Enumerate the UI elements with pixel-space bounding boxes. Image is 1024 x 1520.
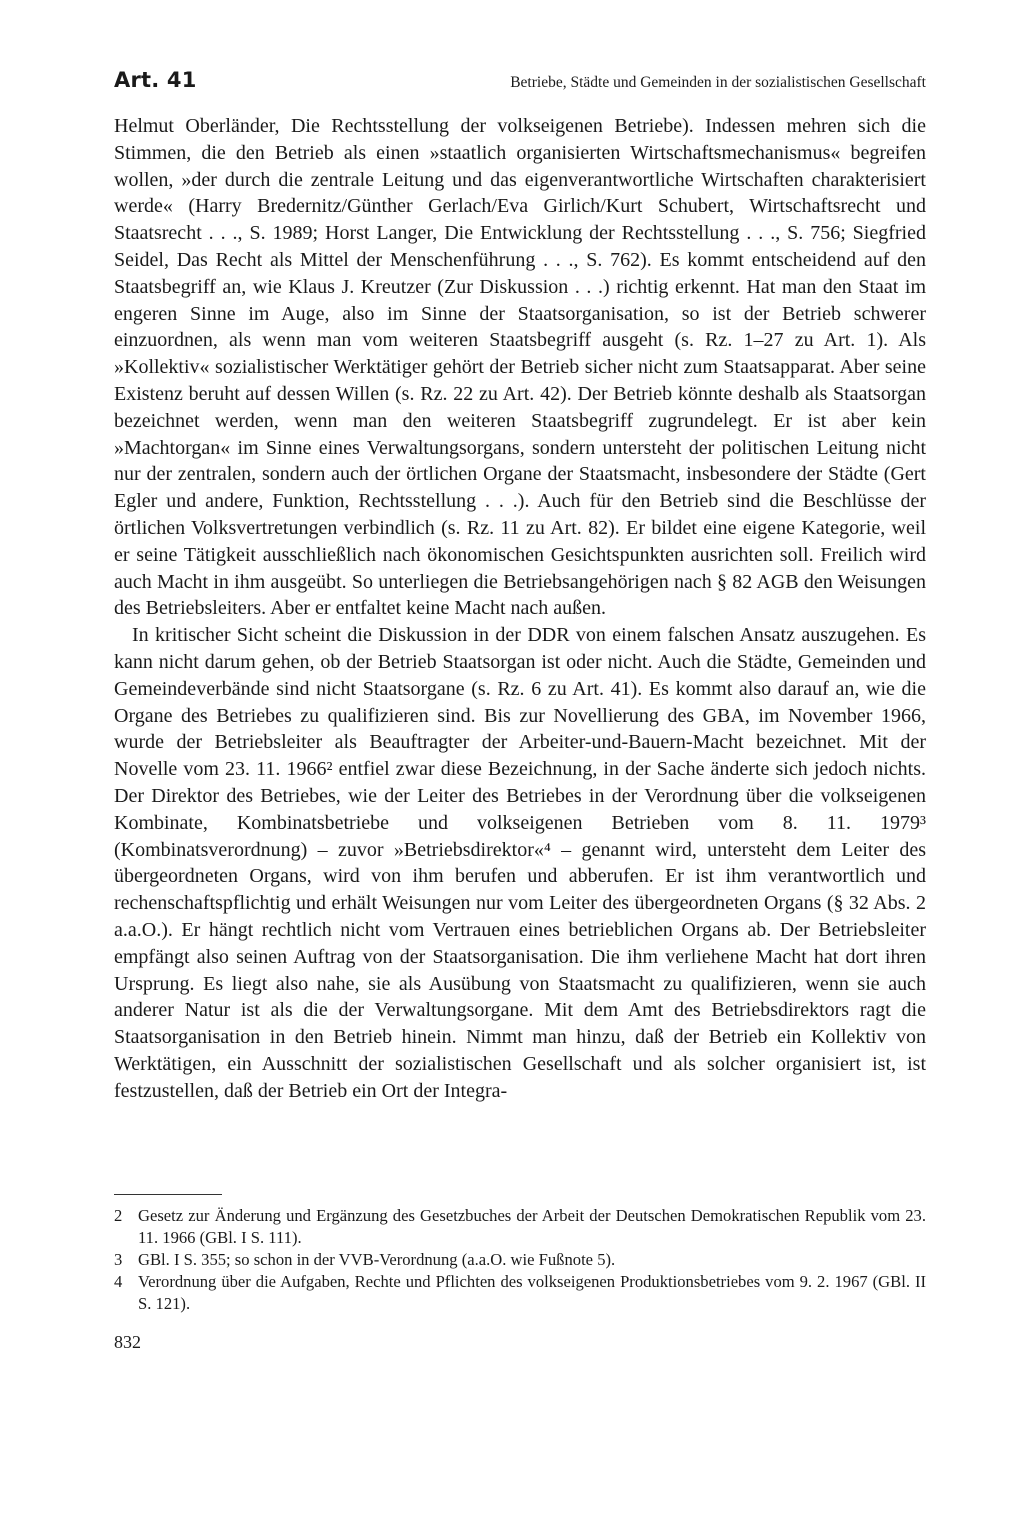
footnote (114, 1271, 926, 1315)
article-label: Art. 41 (114, 68, 197, 92)
footnote-text: GBl. I S. 355; so schon in der VVB-Verordnung (a.a.O. wie Fußnote 5). (138, 1250, 616, 1269)
main-text (114, 113, 926, 1104)
body-paragraph: In kritischer Sicht scheint die Diskussion in der DDR von einem falschen Ansatz auszugehen. Es kann nicht darum gehen, ob der Betrieb Staatsorgan ist oder nicht. Auch die Städte, Gemeinden und Gemeindeverbände sind nicht Staatsorgane (s. Rz. 6 zu Art. 41). Es kommt also darauf an, wie die Organe des Betriebes zu qualifizieren sind. Bis zur Novellierung des GBA, im November 1966, wurde der Betriebsleiter als Beauftragter der Arbeiter-und-Bauern-Macht bezeichnet. Mit der Novelle vom 23. 11. 1966² entfiel zwar diese Bezeichnung, in der Sache änderte sich jedoch nichts. Der Direktor des Betriebes, wie der Leiter des Betriebes in der Verordnung über die volkseigenen Kombinate, Kombinatsbetriebe und volkseigenen Betrieben vom 8. 11. 1979³ (Kombinatsverordnung) – zuvor »Betriebsdirektor«⁴ – genannt wird, untersteht dem Leiter des übergeordneten Organs, wird von ihm berufen und abberufen. Er ist ihm verantwortlich und rechenschaftspflichtig und erhält Weisungen nur vom Leiter des übergeordneten Organs (§ 32 Abs. 2 a.a.O.). Er hängt rechtlich nicht vom Vertrauen eines betrieblichen Organs ab. Der Betriebsleiter empfängt also seinen Auftrag von der Staatsorganisation. Die ihm verliehene Macht hat dort ihren Ursprung. Es liegt also nahe, sie als Ausübung von Staatsmacht zu qualifizieren, wenn sie auch anderer Natur ist als die der Verwaltungsorgane. Mit dem Amt des Betriebsdirektors ragt die Staatsorganisation in den Betrieb hinein. Nimmt man hinzu, daß der Betrieb ein Kollektiv von Werktätigen, ein Ausschnitt der sozialistischen Gesellschaft und als solcher organisiert ist, ist festzustellen, daß der Betrieb ein Ort der Integra- (114, 624, 926, 1102)
running-head (114, 68, 926, 102)
page-number: 832 (114, 1332, 141, 1352)
footnotes (114, 1205, 926, 1315)
footnote-number: 3 (114, 1250, 123, 1269)
footnote-text: Verordnung über die Aufgaben, Rechte und Pflichten des volkseigenen Produktionsbetriebes vom 9. 2. 1967 (GBl. II S. 121). (138, 1272, 926, 1313)
footnote (114, 1205, 926, 1249)
footnote-divider (114, 1194, 222, 1195)
running-head-title: Betriebe, Städte und Gemeinden in der sozialistischen Gesellschaft (510, 74, 926, 91)
footnote (114, 1249, 926, 1271)
footnote-text: Gesetz zur Änderung und Ergänzung des Gesetzbuches der Arbeit der Deutschen Demokratischen Republik vom 23. 11. 1966 (GBl. I S. 111). (138, 1206, 926, 1247)
footnote-number: 2 (114, 1206, 123, 1225)
footnote-number: 4 (114, 1272, 123, 1291)
body-paragraph: Helmut Oberländer, Die Rechtsstellung der volkseigenen Betriebe). Indessen mehren sich die Stimmen, die den Betrieb als einen »staatlich organisierten Wirtschaftsmechanismus« begreifen wollen, »der durch die zentrale Leitung und das eigenverantwortliche Wirtschaften charakterisiert werde« (Harry Bredernitz/Günther Gerlach/Eva Girlich/Kurt Schubert, Wirtschaftsrecht und Staatsrecht . . ., S. 1989; Horst Langer, Die Entwicklung der Rechtsstellung . . ., S. 756; Siegfried Seidel, Das Recht als Mittel der Menschenführung . . ., S. 762). Es kommt entscheidend auf den Staatsbegriff an, wie Klaus J. Kreutzer (Zur Diskussion . . .) richtig erkennt. Hat man den Staat im engeren Sinne im Auge, also im Sinne der Staatsorganisation, so ist der Betrieb schwerer einzuordnen, als wenn man vom weiteren Staatsbegriff ausgeht (s. Rz. 1–27 zu Art. 1). Als »Kollektiv« sozialistischer Werktätiger gehört der Betrieb sicher nicht zum Staatsapparat. Aber seine Existenz beruht auf dessen Willen (s. Rz. 22 zu Art. 42). Der Betrieb könnte deshalb als Staatsorgan bezeichnet werden, wenn man den weiteren Staatsbegriff zugrundelegt. Er ist aber kein »Machtorgan« im Sinne eines Verwaltungsorgans, sondern untersteht der politischen Leitung nicht nur der zentralen, sondern auch der örtlichen Organe der Staatsmacht, insbesondere der Städte (Gert Egler und andere, Funktion, Rechtsstellung . . .). Auch für den Betrieb sind die Beschlüsse der örtlichen Volksvertretungen verbindlich (s. Rz. 11 zu Art. 82). Er bildet eine eigene Kategorie, weil er seine Tätigkeit ausschließlich nach ökonomischen Gesichtspunkten ausrichten soll. Freilich wird auch Macht in ihm ausgeübt. So unterliegen die Betriebsangehörigen nach § 82 AGB den Weisungen des Betriebsleiters. Aber er entfaltet keine Macht nach außen. (114, 115, 926, 620)
